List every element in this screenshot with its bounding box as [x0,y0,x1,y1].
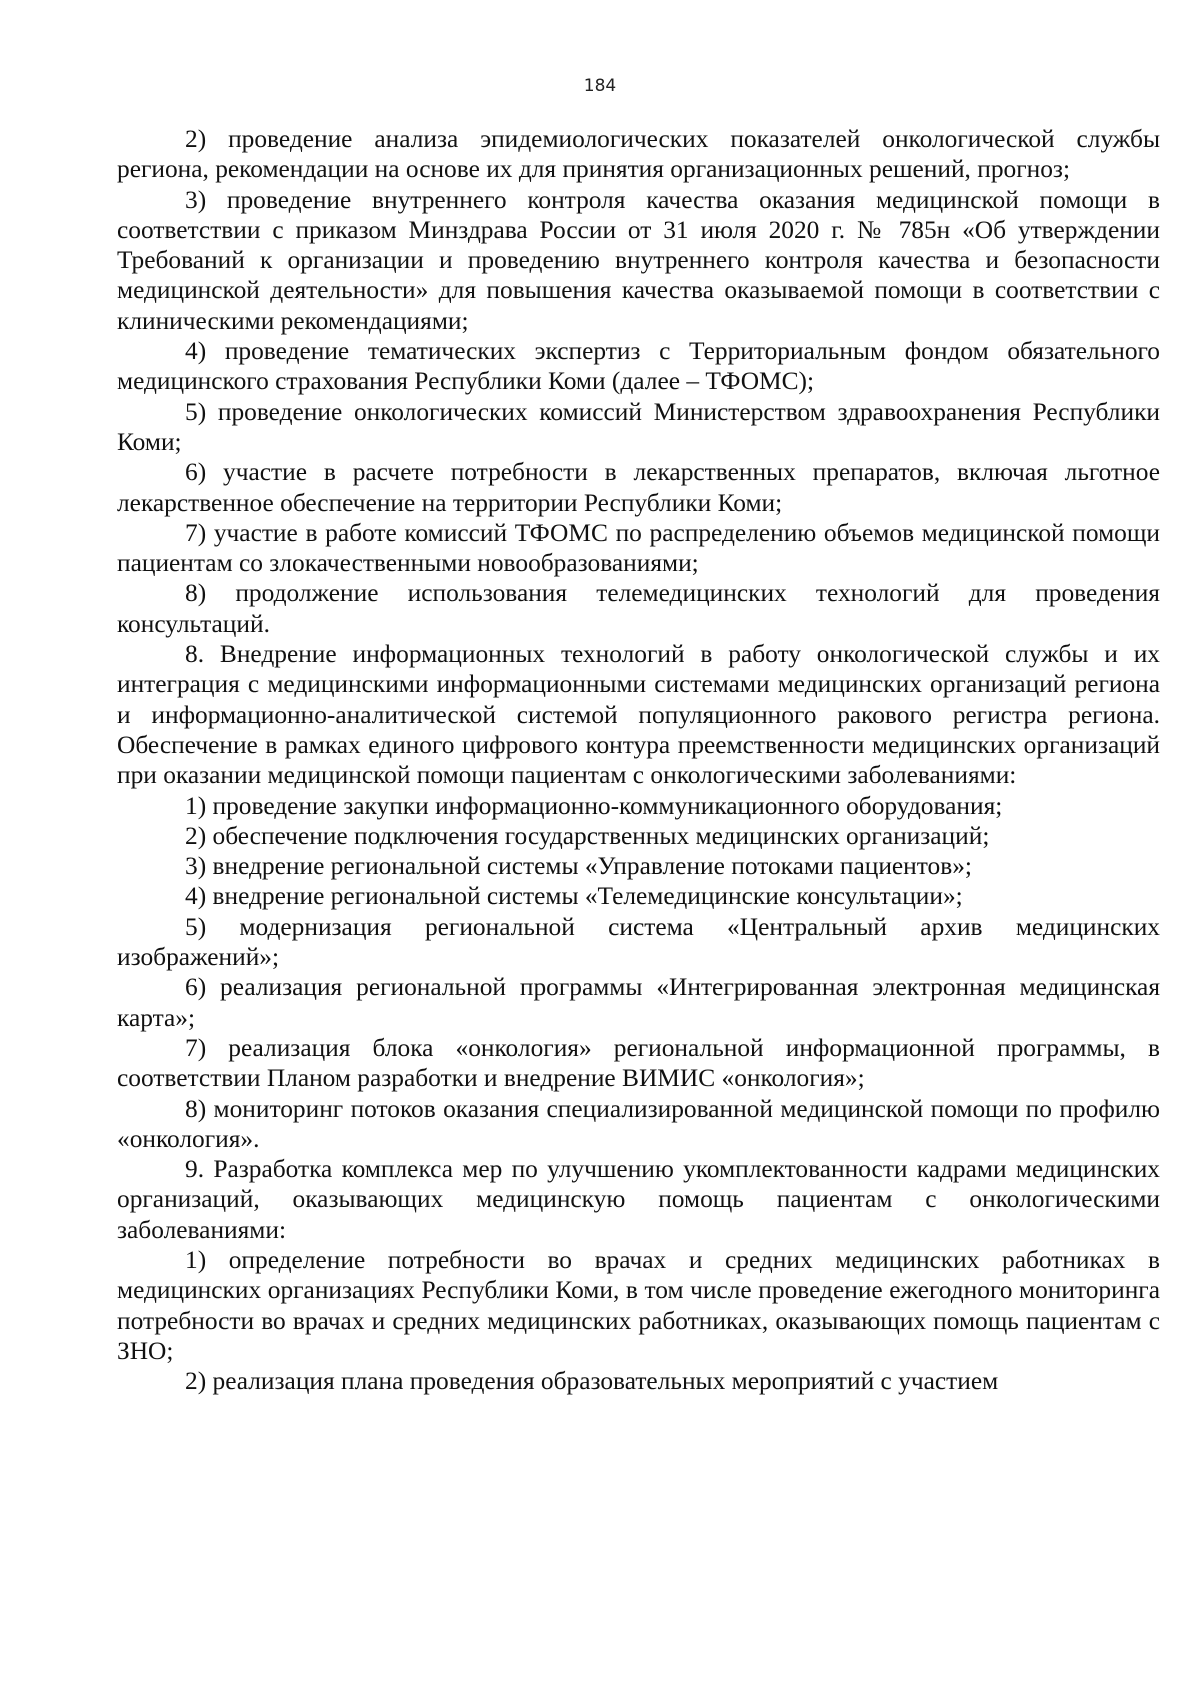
paragraph: 2) реализация плана проведения образовательных мероприятий с участием [185,1367,999,1396]
paragraph: 4) проведение тематических экспертиз с Территориальным фондом обязательного медицинского страхования Республики Коми (далее – ТФОМС); [117,337,1160,396]
paragraph: 7) реализация блока «онкология» региональной информационной программы, в соответствии Планом разработки и внедрение ВИМИС «онкология»; [117,1033,1160,1093]
section-paragraph: 8. Внедрение информационных технологий в работу онкологической службы и их интеграция с медицинскими информационными системами медицинских организаций региона и информационно-аналитической системой популяционного ракового регистра региона. Обеспечение в рамках единого цифрового контура преемственности медицинских организаций при оказании медицинской помощи пациентам с онкологическими заболеваниями: [117,640,1160,790]
paragraph: 3) проведение внутреннего контроля качества оказания медицинской помощи в соответствии с приказом Минздрава России от 31 июля 2020 г. № 785н «Об утверждении Требований к организации и проведению внутреннего контроля качества и безопасности медицинской деятельности» для повышения качества оказываемой помощи в соответствии с клиническими рекомендациями; [117,185,1160,335]
paragraph: 8) продолжение использования телемедицинских технологий для проведения консультаций. [117,579,1160,638]
paragraph: 1) определение потребности во врачах и средних медицинских работниках в медицинских организациях Республики Коми, в том числе проведение ежегодного мониторинга потребности во врачах и средних медицинских работниках, оказывающих помощь пациентам с ЗНО; [117,1245,1160,1365]
paragraph: 8) мониторинг потоков оказания специализированной медицинской помощи по профилю «онкология». [117,1094,1160,1153]
paragraph: 6) реализация региональной программы «Интегрированная электронная медицинская карта»; [117,973,1160,1032]
paragraph: 3) внедрение региональной системы «Управление потоками пациентов»; [185,852,972,881]
section-paragraph: 9. Разработка комплекса мер по улучшению укомплектованности кадрами медицинских организаций, оказывающих медицинскую помощь пациентам с онкологическими заболеваниями: [117,1155,1160,1244]
paragraph: 5) проведение онкологических комиссий Министерством здравоохранения Республики Коми; [117,397,1160,456]
paragraph: 2) проведение анализа эпидемиологических показателей онкологической службы региона, рекомендации на основе их для принятия организационных решений, прогноз; [117,125,1160,184]
paragraph: 1) проведение закупки информационно-коммуникационного оборудования; [185,791,1003,820]
paragraph: 7) участие в работе комиссий ТФОМС по распределению объемов медицинской помощи пациентам со злокачественными новообразованиями; [117,518,1160,578]
document-body [117,124,1160,1396]
paragraph: 4) внедрение региональной системы «Телемедицинские консультации»; [185,882,963,911]
page-number: 184 [583,76,617,96]
paragraph: 6) участие в расчете потребности в лекарственных препаратов, включая льготное лекарственное обеспечение на территории Республики Коми; [117,458,1160,517]
paragraph: 5) модернизация региональной система «Центральный архив медицинских изображений»; [117,912,1160,972]
paragraph: 2) обеспечение подключения государственных медицинских организаций; [185,821,990,850]
